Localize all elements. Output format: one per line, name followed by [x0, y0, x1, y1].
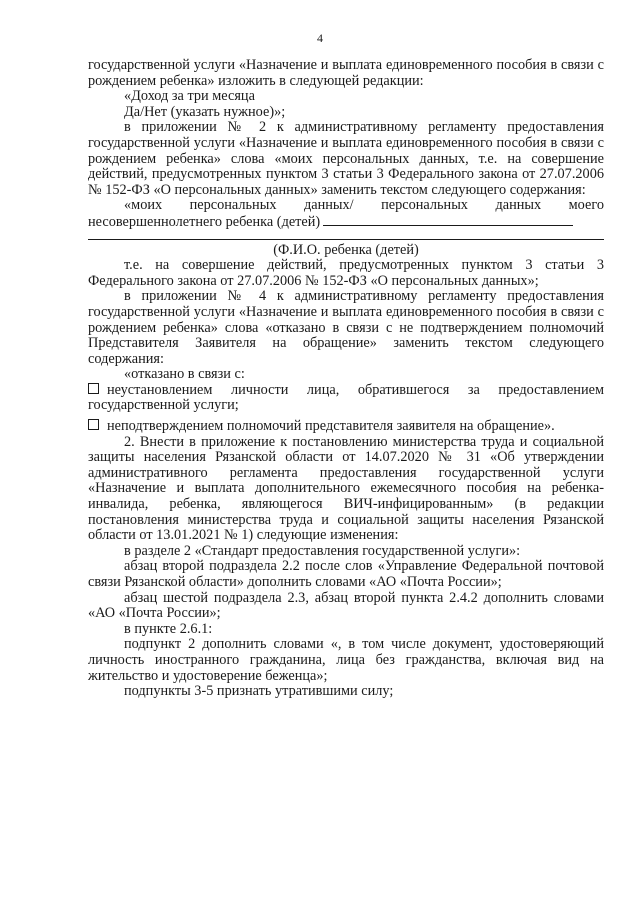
paragraph: подпункты 3-5 признать утратившими силу; — [124, 683, 394, 700]
document-body — [88, 58, 604, 700]
paragraph-with-blank — [88, 214, 604, 231]
paragraph: в приложении № 4 к административному регламенту предоставления государственной услуги «Назначение и выплата единовременного пособия в связи с рождением ребенка» слова «отказано в связи с не подтверждением полномочий Представителя Заявителя на обращение» заменить текстом следующего содержания: — [88, 288, 604, 367]
checkbox-icon — [88, 419, 99, 430]
paragraph: 2. Внести в приложение к постановлению министерства труда и социальной защиты населения Рязанской области от 14.07.2020 № 31 «Об утверждении административного регламента предоставления государственной услуги «Назначение и выплата дополнительного ежемесячного пособия на ребенка-инвалида, ребенка, являющегося ВИЧ-инфицированным» (в редакции постановления министерства труда и социальной защиты населения Рязанской области от 13.01.2021 № 1) следующие изменения: — [88, 433, 604, 544]
blank-line — [323, 214, 573, 226]
paragraph: абзац второй подраздела 2.2 после слов «Управление Федеральной почтовой связи Рязанской области» дополнить словами «АО «Почта России»; — [88, 558, 604, 590]
page-number: 4 — [317, 31, 323, 45]
paragraph: в приложении № 2 к административному регламенту предоставления государственной услуги «Назначение и выплата единовременного пособия в связи с рождением ребенка» слова «моих персональных данных, т.е. на совершение действий, предусмотренных пунктом 3 статьи 3 Федерального закона от 27.07.2006 № 152-ФЗ «О персональных данных» заменить текстом следующего содержания: — [88, 119, 604, 198]
checkbox-icon — [88, 383, 99, 394]
paragraph: подпункт 2 дополнить словами «, в том числе документ, удостоверяющий личность иностранного гражданина, лица без гражданства, включая вид на жительство и удостоверение беженца»; — [88, 636, 604, 684]
checkbox-option — [88, 419, 604, 435]
paragraph: «Доход за три месяца — [124, 88, 255, 105]
paragraph: Да/Нет (указать нужное)»; — [124, 103, 286, 120]
blank-line — [88, 231, 604, 240]
paragraph: государственной услуги «Назначение и выплата единовременного пособия в связи с рождением ребенка» изложить в следующей редакции: — [88, 57, 604, 89]
field-caption: (Ф.И.О. ребенка (детей) — [273, 241, 419, 258]
paragraph: в разделе 2 «Стандарт предоставления государственной услуги»: — [124, 542, 521, 559]
checkbox-option — [88, 383, 604, 414]
option-text: неподтверждением полномочий представителя заявителя на обращение». — [107, 418, 555, 435]
paragraph: «моих персональных данных/ персональных данных моего — [124, 197, 604, 214]
paragraph: т.е. на совершение действий, предусмотренных пунктом 3 статьи 3 Федерального закона от 27.07.2006 № 152-ФЗ «О персональных данных»; — [88, 257, 604, 289]
paragraph: в пункте 2.6.1: — [124, 620, 213, 637]
option-text: неустановлением личности лица, обратившегося за предоставлением государственной услуги; — [88, 381, 604, 414]
paragraph-text: несовершеннолетнего ребенка (детей) — [88, 213, 321, 230]
paragraph: «отказано в связи с: — [124, 366, 245, 383]
paragraph: абзац шестой подраздела 2.3, абзац второй пункта 2.4.2 дополнить словами «АО «Почта России»; — [88, 589, 604, 622]
